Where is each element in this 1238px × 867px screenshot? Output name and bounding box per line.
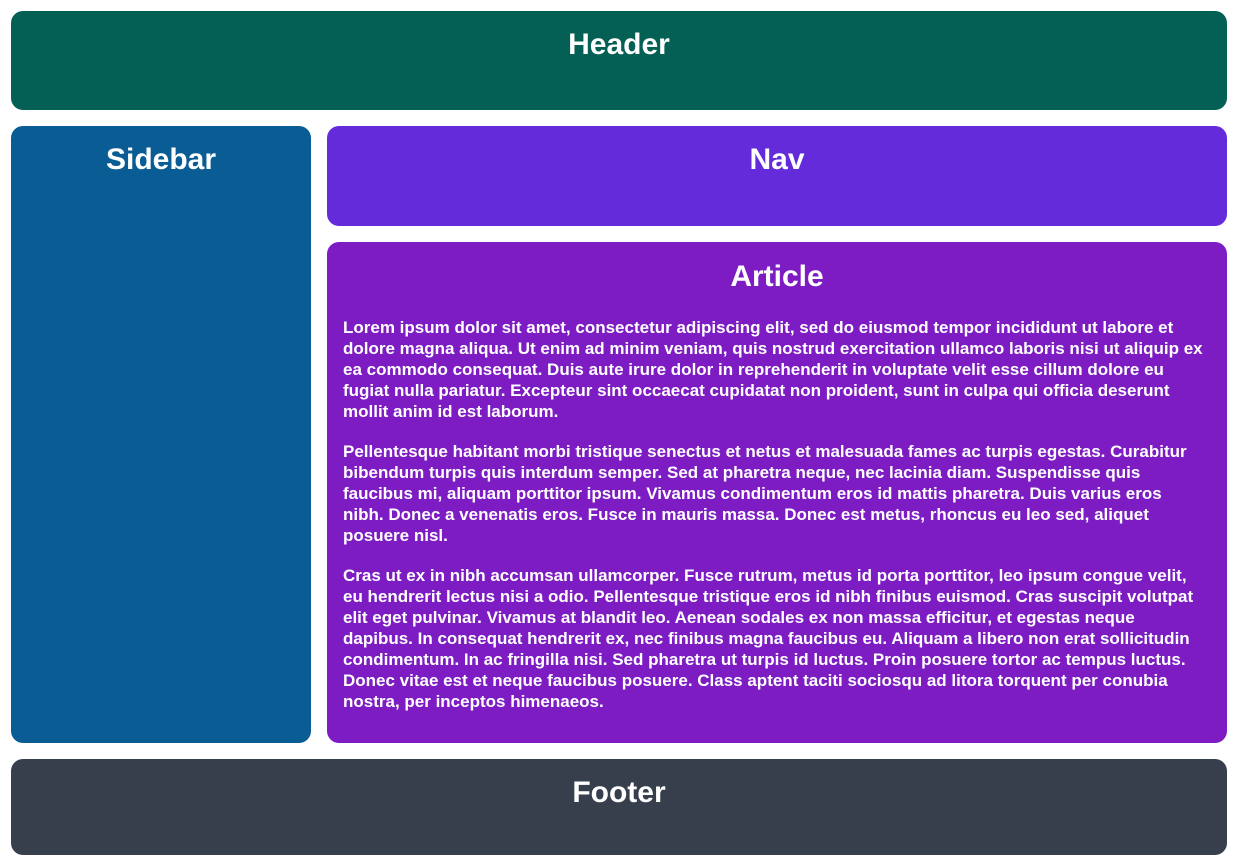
sidebar-panel	[11, 126, 311, 743]
article-title: Article	[730, 260, 824, 293]
article-panel	[327, 242, 1227, 743]
header-panel	[11, 11, 1227, 110]
sidebar-title: Sidebar	[105, 143, 217, 176]
footer-panel	[11, 759, 1227, 855]
article-paragraph: Lorem ipsum dolor sit amet, consectetur adipiscing elit, sed do eiusmod tempor incididunt ut labore et dolore magna aliqua. Ut enim ad minim veniam, quis nostrud exercitation ullamco laboris nisi ut aliquip ex ea commodo consequat. Duis aute irure dolor in reprehenderit in voluptate velit esse cillum dolore eu fugiat nulla pariatur. Excepteur sint occaecat cupidatat non proident, sunt in culpa qui officia deserunt mollit anim id est laborum.	[343, 317, 1203, 421]
header-title: Header	[568, 28, 670, 61]
nav-title: Nav	[749, 143, 805, 176]
footer-title: Footer	[572, 776, 666, 809]
article-paragraph: Cras ut ex in nibh accumsan ullamcorper. Fusce rutrum, metus id porta porttitor, leo ipsum congue velit, eu hendrerit lectus nisi a odio. Pellentesque tristique eros id nibh finibus euismod. Cras suscipit volutpat elit eget pulvinar. Vivamus at blandit leo. Aenean sodales ex non massa efficitur, et egestas neque dapibus. In consequat hendrerit ex, nec finibus magna faucibus eu. Aliquam a libero non erat sollicitudin condimentum. In ac fringilla nisi. Sed pharetra ut turpis id luctus. Proin posuere tortor ac tempus luctus. Donec vitae est et neque faucibus posuere. Class aptent taciti sociosqu ad litora torquent per conubia nostra, per inceptos himenaeos.	[343, 565, 1194, 711]
nav-panel	[327, 126, 1227, 226]
article-paragraph: Pellentesque habitant morbi tristique senectus et netus et malesuada fames ac turpis egestas. Curabitur bibendum turpis quis interdum semper. Sed at pharetra neque, nec lacinia diam. Suspendisse quis faucibus mi, aliquam porttitor ipsum. Vivamus condimentum eros id mattis pharetra. Duis varius eros nibh. Donec a venenatis eros. Fusce in mauris massa. Donec est metus, rhoncus eu leo sed, aliquet posuere nisl.	[343, 441, 1187, 545]
article-body	[327, 317, 1227, 712]
